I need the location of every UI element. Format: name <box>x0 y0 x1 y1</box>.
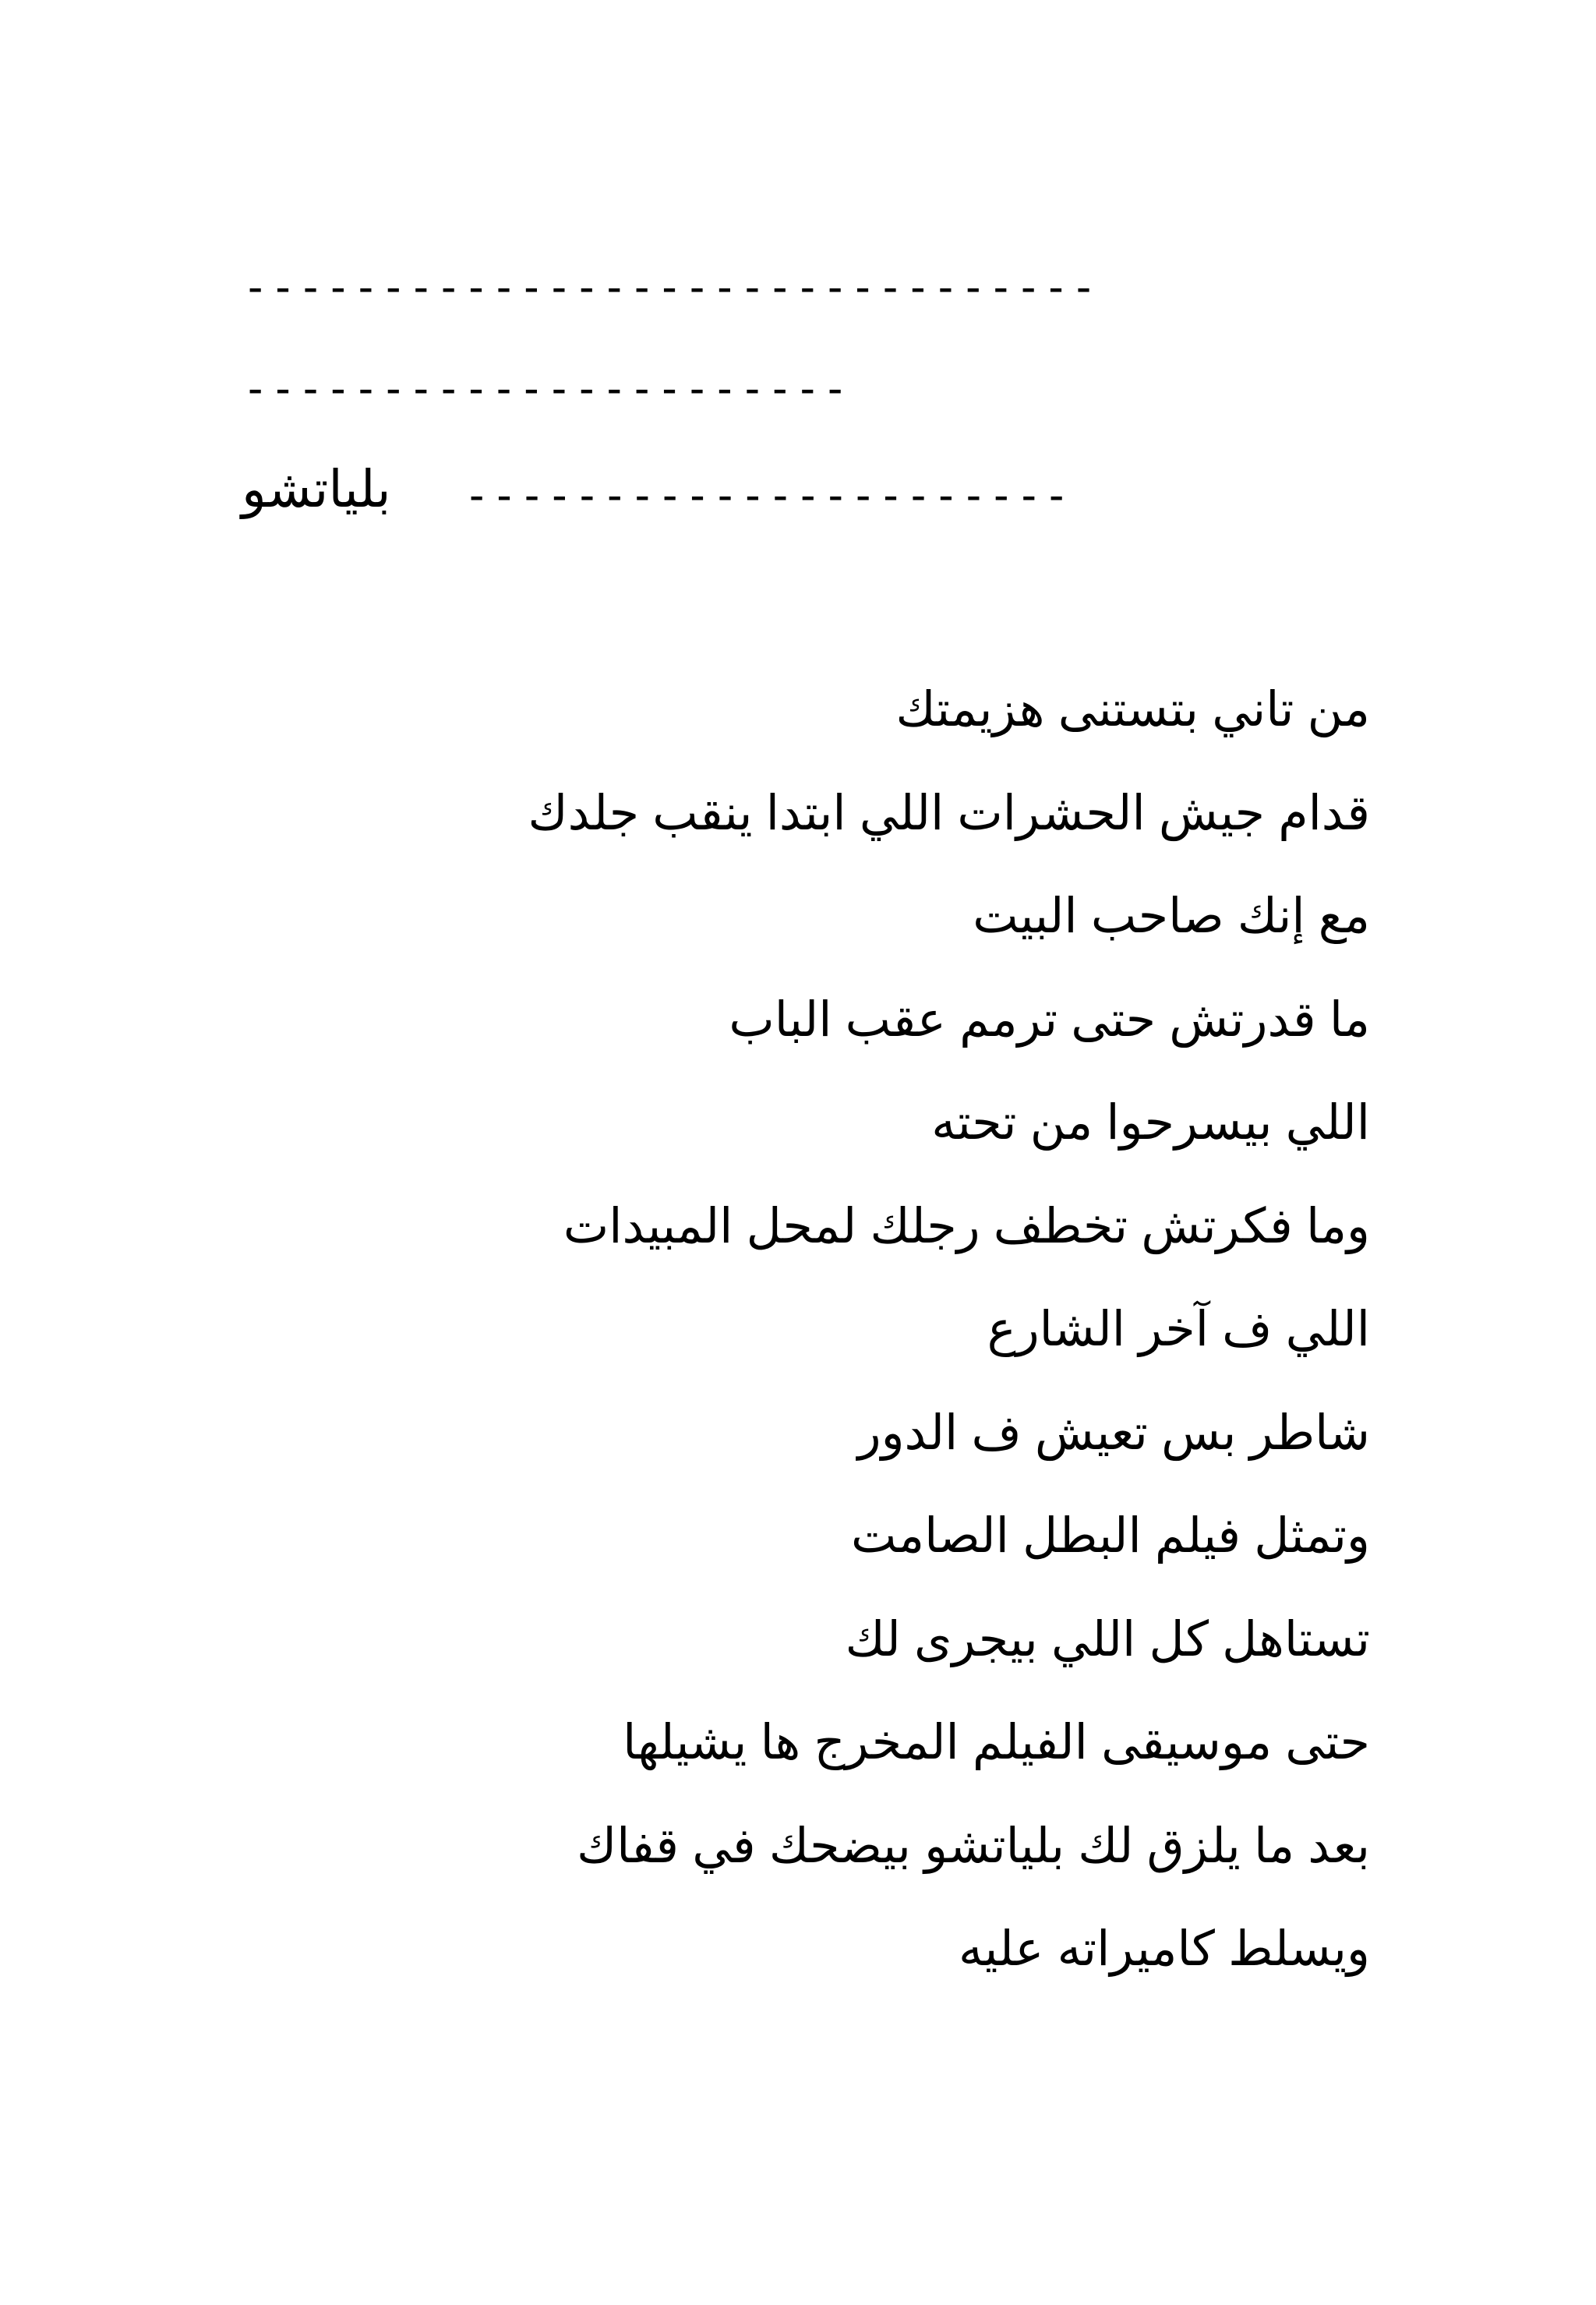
poem-line: من تاني بتستنى هزيمتك <box>895 683 1370 737</box>
poem-line: تستاهل كل اللي بيجرى لك <box>845 1612 1370 1667</box>
poem-line: اللي ف آخر الشارع <box>987 1303 1370 1356</box>
poem-line: قدام جيش الحشرات اللي ابتدا ينقب جلدك <box>528 786 1370 840</box>
poem-line: اللي بيسرحوا من تحته <box>931 1096 1370 1150</box>
poem-line: ويسلط كاميراته عليه <box>958 1922 1370 1976</box>
poem-title: بلياتشو <box>242 460 391 518</box>
poem-line: حتى موسيقى الفيلم المخرج ها يشيلها <box>623 1716 1370 1769</box>
poem-line: شاطر بس تعيش ف الدور <box>857 1405 1370 1460</box>
separator-line-2: - - - - - - - - - - - - - - - - - - - - - - <box>248 363 843 414</box>
separator-line-3: - - - - - - - - - - - - - - - - - - - - - - <box>469 470 1065 521</box>
poem-line: وما فكرتش تخطف رجلك لمحل المبيدات <box>563 1199 1370 1253</box>
poem-line: ما قدرتش حتى ترمم عقب الباب <box>729 992 1370 1047</box>
separator-line-1: - - - - - - - - - - - - - - - - - - - - - - - - - - - - - - - <box>248 262 1092 313</box>
poem-line: بعد ما يلزق لك بلياتشو بيضحك في قفاك <box>577 1819 1370 1873</box>
poem-body <box>357 659 1370 2002</box>
poem-line: مع إنك صاحب البيت <box>973 889 1370 943</box>
poem-line: وتمثل فيلم البطل الصامت <box>850 1509 1370 1563</box>
